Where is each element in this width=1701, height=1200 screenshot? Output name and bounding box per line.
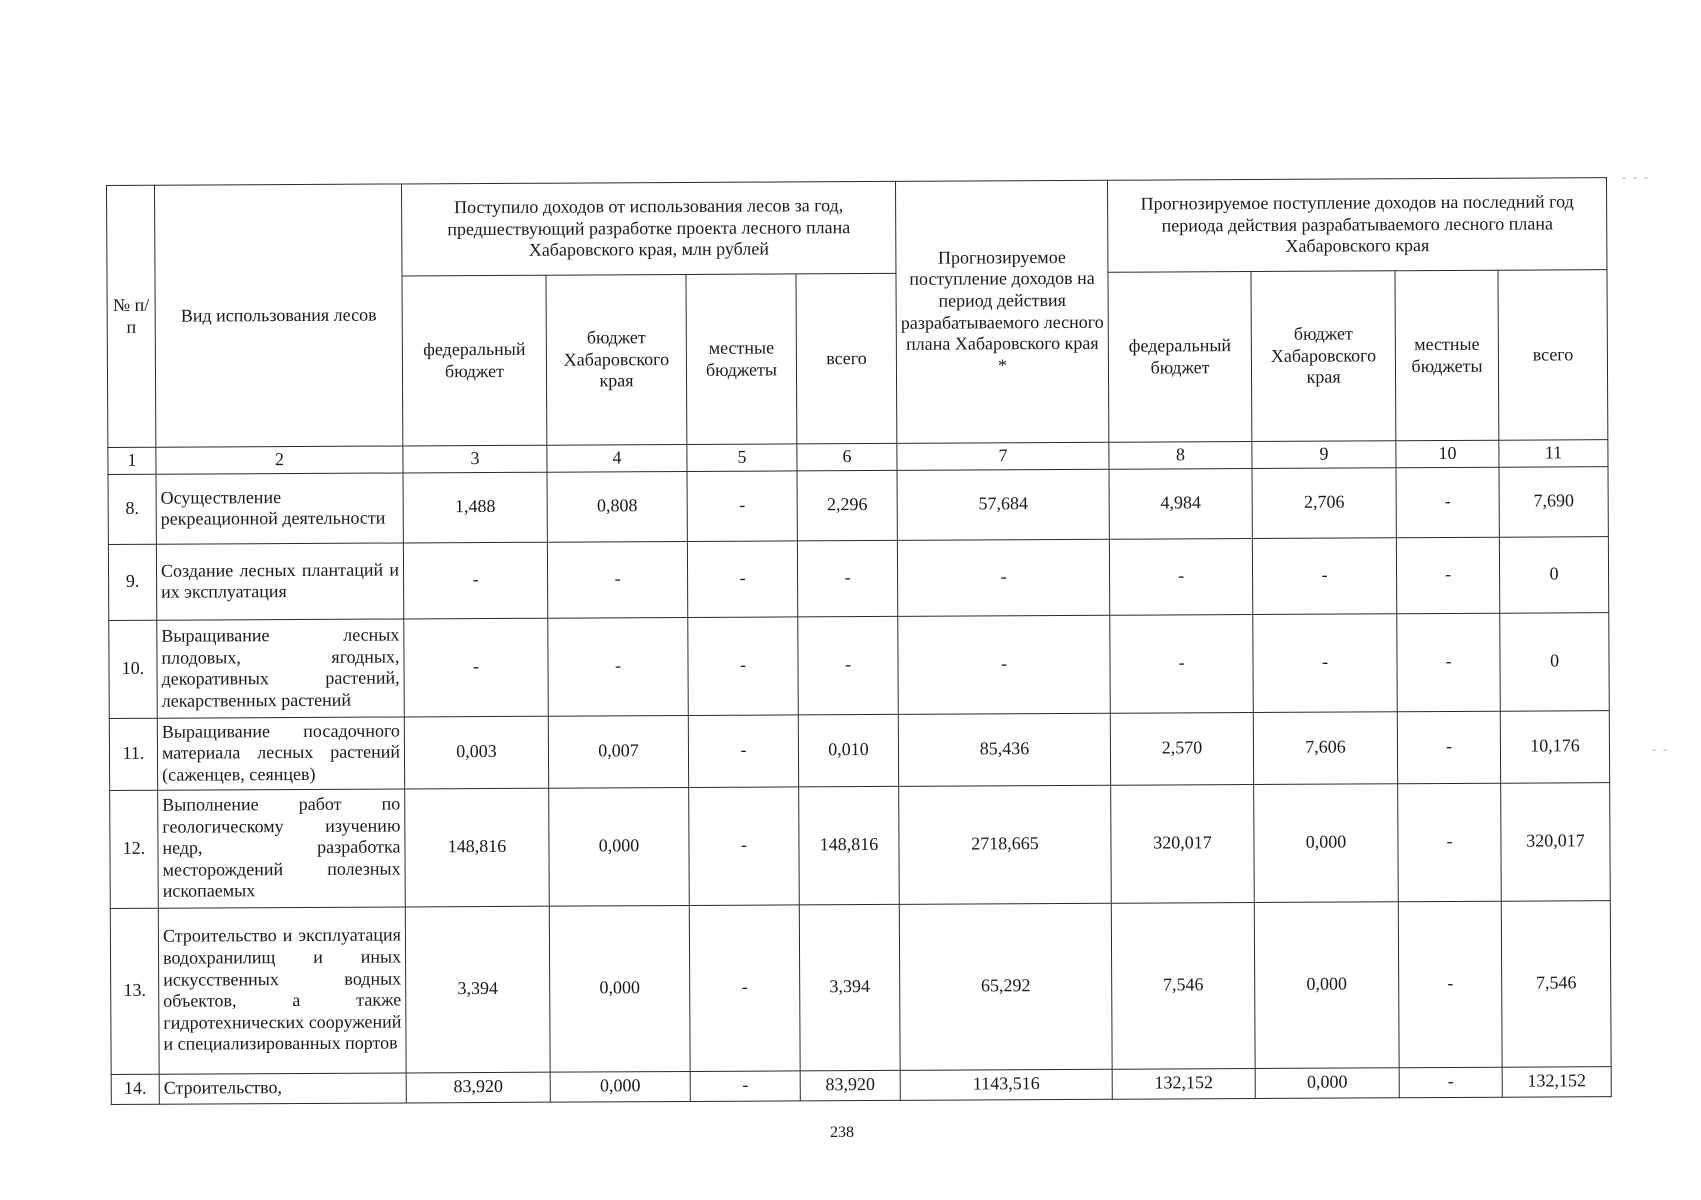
value-cell: 2,570 — [1110, 712, 1253, 785]
value-cell: 10,176 — [1500, 710, 1609, 783]
header-group-forecast-last-year: Прогнозируемое поступление доходов на последний год периода действия разрабатываемого лесного плана Хабаровского края — [1108, 178, 1607, 273]
value-cell: - — [687, 470, 797, 541]
column-number: 6 — [797, 443, 897, 470]
header-federal-budget: федеральный бюджет — [402, 275, 547, 446]
value-cell: 85,436 — [898, 713, 1110, 786]
table-row — [108, 536, 1608, 620]
row-number: 14. — [111, 1074, 159, 1104]
usage-kind-cell: Создание лесных плантаций и их эксплуатация — [156, 543, 403, 620]
column-number: 4 — [547, 444, 687, 471]
value-cell: 148,816 — [799, 786, 900, 905]
usage-kind-cell: Осуществление рекреационной деятельности — [156, 473, 403, 544]
value-cell: - — [1397, 711, 1500, 784]
table-row — [110, 900, 1611, 1074]
value-cell: 132,152 — [1112, 1068, 1255, 1099]
value-cell: 2718,665 — [899, 785, 1112, 904]
column-number: 8 — [1109, 442, 1252, 469]
value-cell: 2,296 — [797, 470, 897, 541]
value-cell: - — [688, 714, 798, 787]
table-row — [108, 466, 1608, 544]
value-cell: 0,003 — [404, 716, 548, 789]
value-cell: 65,292 — [899, 903, 1112, 1070]
header-total-forecast: всего — [1498, 270, 1608, 441]
column-number: 1 — [108, 447, 156, 474]
column-number: 9 — [1252, 441, 1396, 468]
column-number: 11 — [1499, 440, 1608, 467]
header-row-number: № п/п — [107, 185, 156, 447]
usage-kind-cell: Строительство и эксплуатация водохранилищ и иных искусственных водных объектов, а также гидротехнических сооружений и специализированных портов — [158, 907, 406, 1074]
header-local-budgets-forecast: местные бюджеты — [1395, 270, 1499, 441]
value-cell: 3,394 — [405, 906, 550, 1073]
income-table — [106, 177, 1612, 1104]
usage-kind-cell: Строительство, — [159, 1073, 406, 1104]
value-cell: - — [689, 904, 800, 1071]
value-cell: 0,000 — [549, 905, 690, 1072]
value-cell: 7,690 — [1499, 466, 1608, 537]
value-cell: 7,546 — [1111, 902, 1255, 1069]
usage-kind-cell: Выращивание лесных плодовых, ягодных, декоративных растений, лекарственных растений — [157, 619, 405, 718]
table-row — [109, 612, 1610, 718]
value-cell: - — [1399, 1067, 1502, 1098]
value-cell: 1143,516 — [900, 1069, 1112, 1100]
value-cell: 0,000 — [550, 1071, 690, 1102]
value-cell: - — [689, 786, 800, 905]
row-number: 8. — [108, 474, 156, 544]
value-cell: - — [1253, 613, 1398, 712]
value-cell: 0,808 — [547, 471, 687, 542]
value-cell: - — [1398, 783, 1502, 902]
value-cell: - — [798, 616, 899, 715]
value-cell: - — [1398, 901, 1502, 1068]
value-cell: - — [898, 615, 1111, 714]
value-cell: - — [687, 540, 797, 617]
header-regional-budget: бюджет Хабаровского края — [546, 274, 687, 445]
column-number: 5 — [687, 444, 797, 471]
value-cell: - — [690, 1070, 800, 1101]
value-cell: - — [1396, 467, 1499, 538]
value-cell: 0,000 — [1254, 783, 1399, 902]
value-cell: - — [548, 617, 689, 716]
value-cell: 2,706 — [1252, 467, 1396, 538]
row-number: 9. — [108, 544, 156, 620]
value-cell: 132,152 — [1502, 1066, 1611, 1097]
header-usage-kind: Вид использования лесов — [155, 184, 403, 447]
value-cell: 83,920 — [800, 1070, 900, 1101]
scan-speck: - - — [1652, 742, 1669, 756]
header-federal-budget-forecast: федеральный бюджет — [1108, 272, 1252, 443]
value-cell: - — [1396, 537, 1499, 614]
row-number: 10. — [109, 620, 158, 718]
value-cell: 83,920 — [406, 1072, 550, 1103]
column-number: 7 — [897, 442, 1109, 470]
value-cell: - — [688, 616, 799, 715]
usage-kind-cell: Выполнение работ по геологическому изучению недр, разработка месторождений полезных ископаемых — [158, 789, 406, 908]
value-cell: - — [1252, 537, 1396, 614]
header-group-actual-income: Поступило доходов от использования лесов за год, предшествующий разработке проекта лесного плана Хабаровского края, млн рублей — [401, 181, 896, 276]
page-number: 238 — [830, 1124, 854, 1141]
value-cell: 0,010 — [798, 714, 898, 787]
value-cell: - — [897, 539, 1109, 616]
column-number: 3 — [403, 445, 547, 472]
header-local-budgets: местные бюджеты — [686, 274, 797, 445]
value-cell: 0,000 — [1254, 901, 1399, 1068]
value-cell: 0,007 — [548, 715, 688, 788]
value-cell: 320,017 — [1501, 782, 1611, 901]
value-cell: - — [547, 541, 687, 618]
value-cell: 320,017 — [1111, 784, 1255, 903]
scan-speck: - - - — [1622, 170, 1650, 184]
value-cell: 0 — [1499, 536, 1608, 613]
value-cell: 1,488 — [403, 472, 547, 543]
value-cell: 4,984 — [1109, 468, 1252, 539]
value-cell: 7,546 — [1501, 900, 1611, 1067]
column-number: 2 — [156, 446, 403, 474]
row-number: 11. — [109, 718, 157, 790]
value-cell: 0,000 — [549, 787, 690, 906]
value-cell: 0,000 — [1255, 1067, 1399, 1098]
header-total: всего — [796, 273, 897, 444]
row-number: 12. — [110, 790, 159, 908]
usage-kind-cell: Выращивание посадочного материала лесных растений (саженцев, сеянцев) — [157, 717, 404, 790]
value-cell: 148,816 — [405, 788, 550, 907]
value-cell: - — [1397, 613, 1501, 712]
header-forecast-period: Прогнозируемое поступление доходов на период действия разрабатываемого лесного плана Хабаровского края * — [896, 180, 1109, 443]
column-number: 10 — [1396, 440, 1499, 467]
value-cell: 7,606 — [1253, 711, 1397, 784]
table-row — [110, 782, 1611, 908]
value-cell: 0 — [1500, 612, 1610, 711]
table-row — [109, 710, 1609, 790]
value-cell: - — [403, 542, 547, 619]
value-cell: 3,394 — [799, 904, 900, 1071]
header-regional-budget-forecast: бюджет Хабаровского края — [1251, 271, 1396, 442]
value-cell: - — [1110, 614, 1254, 713]
value-cell: - — [797, 540, 897, 617]
value-cell: 57,684 — [897, 469, 1109, 540]
value-cell: - — [1109, 538, 1252, 615]
value-cell: - — [404, 618, 549, 717]
row-number: 13. — [110, 908, 159, 1074]
